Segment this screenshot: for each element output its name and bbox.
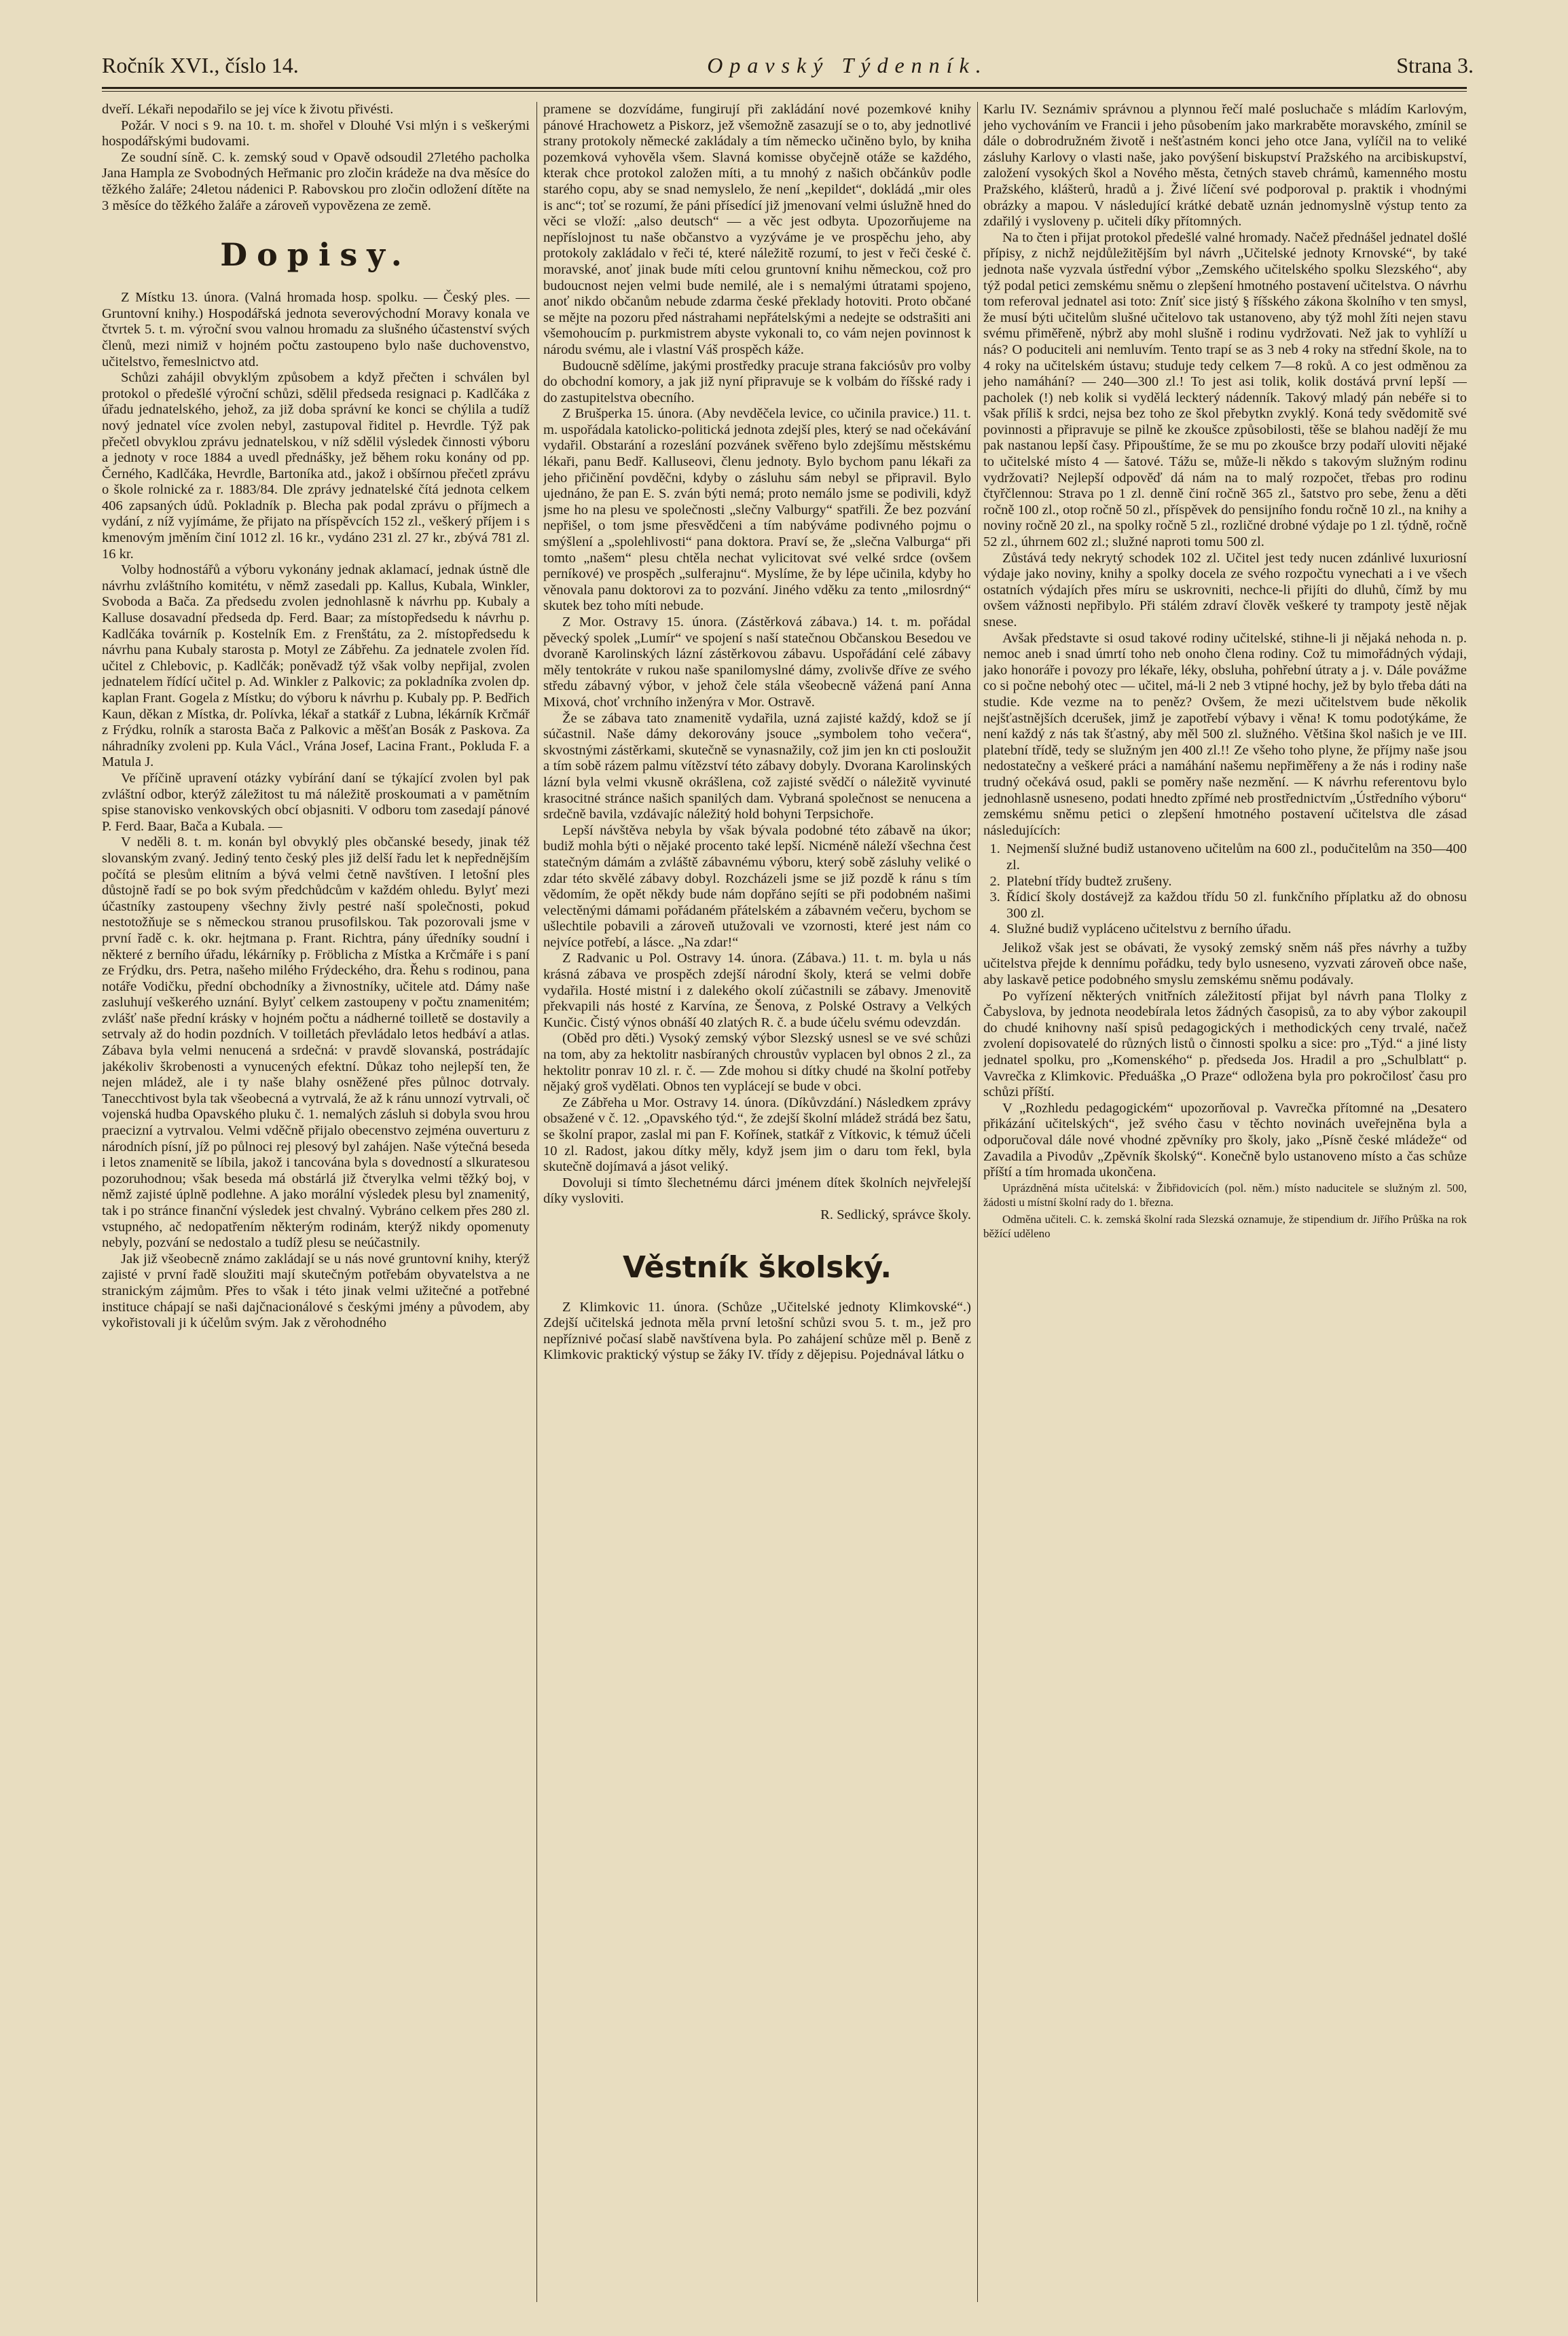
article-paragraph: Lepší návštěva nebyla by však bývala podobné této zábavě na úkor; budiž mohla býti o nějaké procento také lepší. Nicméně náleží všechna čest statečným dámám a zvláště zábavnému výboru, který sobě zásluhy veliké o zdar této skvělé zábavy dobyl. Rozcházeli jsme se již pozdě k ránu s tím vědomím, že opět někdy bude nám dopřáno sejíti se při podobném našimi velectěnými dámami pořádaném přátelském a zábavném večeru, bychom se ušlechtile pobavili a zároveň utužovali ve vzornosti, které jest nám co nejvíce potřebí, a lásce. „Na zdar!“ <box>543 822 971 950</box>
news-item-fire: Požár. V noci s 9. na 10. t. m. shořel v Dlouhé Vsi mlýn i s veškerými hospodářskými budovami. <box>102 117 530 149</box>
list-item: 3. Řídicí školy dostávejž za každou třídu 50 zl. funkčního příplatku až do obnosu 300 zl. <box>1004 890 1467 921</box>
section-heading-dopisy: Dopisy. <box>220 236 412 274</box>
page-header <box>102 53 1474 83</box>
notice-award: Odměna učiteli. C. k. zemská školní rada Slezská oznamuje, že stipendium dr. Jiřího Průška na rok běžící udělenо <box>983 1212 1467 1240</box>
letter-radvanice: Z Radvanic u Pol. Ostravy 14. února. (Zábava.) 11. t. m. byla u nás krásná zábava ve prospěch zdejší národní školy, která se velmi dobře vydařila. Hosté mistní i z dalekého okolí zúčastnili se zábavy. Jmenovitě překvapili nás hosté z Karvína, ze Šenova, z Polské Ostravy a Velkých Kunčic. Čistý výnos obnáší 40 zlatých R. č. a bude účelu svému odevzdán. <box>543 951 971 1030</box>
column-middle <box>543 102 971 2316</box>
article-paragraph: V neděli 8. t. m. konán byl obvyklý ples občanské besedy, jinak též slovanským zvaný. Jediný tento český ples již delší řadu let k nepřednějším počítá se plesům elitním a bývá velmi četně navštíven. I letošní ples důstojně řadí se po bok svým předchůdcům v každém ohledu. Bylyť mezi účastníky zastoupeny všechny živly pestré naší společnosti, pokud nestotožňuje se s německou stranou prusofilskou. Tak pozorovali jsme v první řadě c. k. okr. hejtmana p. Frant. Richtra, pány úředníky soudní i některé z berního úřadu, lékárníky p. Fröblicha z Místka a Krčmáře i s paní ze Frýdku, drs. Petra, našeho milého Frýdeckého, dra. Řehu s rodinou, pana notáře Vodičku, přední obchodníky a živnostníky, učitele atd. Dámy naše zasluhují veškerého uznání. Bylyť celkem zastoupeny v počtu znamenitém; zvlášť naše přední krásky v hojném počtu a nádherné toilletě se dostavily a setrvaly až do hodin pozdních. V toilletách převládalo letos hedbáví a atlas. Zábava byla velmi nenucená a srdečná: v pravdě slovanská, postrádajíc jakékoliv škrobenosti a vynucených efektní. Důkaz toho nejlepší ten, že nejen mládež, ale i ty naše blahy osněžené přes půlnoc dotrvaly. Tanecchtivost byla tak všeobecná a vytrvalá, že až k ránu unnozí vytrvali, oč vojenská hudba Opavského pluku č. 1. nemalých zásluh si dobyla svou hrou praecizní a vytrvalou. Velmi vděčně přijalo obecenstvo zejména ouverturu z národních písní, jíž po půlnoci rej plesový byl zahájen. Naše výtečná beseda i letos znamenitě se líbila, jakož i tancována byla s dovedností a slkuratesou pozoruhodnou; však beseda má obstárlá již čtverylka velmi těžký boj, v němž zajisté úplně podlehne. A jako morální výsledek plesu byl znamenitý, tak i po stránce finanční výsledek jest chvalný. Vybráno celkem přes 280 zl. vstupného, ač nedopatřením některým rodinám, kterýž nikdy opomenuty nebyly, pozvání se nedostalo a tudíž plesu se neúčastnily. <box>102 835 530 1251</box>
list-item: 1. Nejmenší služné budiž ustanoveno učitelům na 600 zl., podučitelům na 350—400 zl. <box>1004 841 1467 873</box>
article-paragraph: Že se zábava tato znamenitě vydařila, uzná zajisté každý, kdož se jí súčastnil. Naše dámy dekorovány jsouce „symbolem toho večera“, skvostnými zástěrkami, skutečně se vynasnažily, což jim jen kn cti posloužit a tím sobě rázem palmu vítězství této zábavy dobyly. Dvorana Karolinských lázní byla velmi vkusně okrášlena, což zajisté svědčí o náležitě vyvinuté krasocitné stránce našich spanilých dam. Vybraná společnost se nenucena a srdečně bavila, vzdávajíc náležitý hold bohyni Terpsichoře. <box>543 710 971 822</box>
article-paragraph: pramene se dozvídáme, fungirují při zakládání nové pozemkové knihy pánové Hrachowetz a Piskorz, jež všemožně zasazují se o to, aby jednotlivé strany protokoly německé zakládaly a tím německo učiněno bylo, by kniha pozemková vyhověla všem. Slavná komisse obyčejně otáže se každého, kterak chce protokol založen míti, a tu mnohý z našich občánkův podle starého copu, aby se snad nemyslelo, že není „kepildet“, dokládá „mir oles is anc“; toť se rozumí, že páni přísedící již jmenovaní velmi úslužně hned do věci se vloží: „also deutsch“ — a věc jest odbyta. Upozorňujeme na nepříslojnost tu naše občanstvo a vyzýváme je ve prospěchu jeho, aby protokoly zakládalo v řeči té, které náležitě rozumí, to jest v řeči české č. moravské, anoť jinak bude míti celou gruntovní knihu německou, což pro budoucnost nejen velmi bude nemilé, ale i s nemalými útratami spojeno, anoť nikdo občanům nebude zdarma české překlady hotoviti. Proto občané se mějte na pozoru před nástrahami nepřátelskými a nedejte se odstrašiti ani všemohoucím p. purkmistrem abyste vykonali to, co vám nejen povinnost k národu svému, ale i vlastní Váš prospěch káže. <box>543 102 971 357</box>
article-paragraph: Avšak představte si osud takové rodiny učitelské, stihne-li ji nějaká nehoda n. p. nemoc aneb i snad úmrtí toho neb onoho člena rodiny. Což tu mimořádných výdaji, jako honoráře i povozy pro lékaře, léky, obsluha, pohřební útraty a j. v. Dále povážme co si počne nebohý otec — učitel, má-li 2 neb 3 vtipné hochy, jež by bylo třeba dáti na studie. Kde vezme na to peněz? Ovšem, že mezi učitelstvem bude několik nejšťastnějších dcerušek, jimž je zapotřebí výbavy i věna! K tomu podotýkáme, že není každý z nás tak šťastný, aby měl 500 zl. služného. Většina škol našich je ve III. platební třídě, tedy se služným jen 400 zl.!! Ze všeho toho plyne, že příjmy naše jsou nedostatečny a veškeré práci a namáhání našemu nepřiměřeny a že nás i rodiny naše trudný očekává osud, pakli se poměry naše nezmění. — K návrhu referentovu bylo jednohlasně usneseno, podati hnedto zpřímé neb prostřednictvím „Ústředního výboru“ zemskému sněmu petici o zlepšení hmotného postavení učitelstva dle zásad následujících: <box>983 630 1467 838</box>
article-paragraph: dveří. Lékaři nepodařilo se jej více k životu přivésti. <box>102 102 394 117</box>
article-paragraph: Na to čten i přijat protokol předešlé valné hromady. Načež přednášel jednatel došlé přípisy, z nichž nejdůležitějším byl návrh „Učitelské jednoty Krnovské“, by také jednota naše vyzvala ústřední výbor „Zemského učitelského spolku Slezského“, aby týž podal petici zemskému sněmu o zlepšení hmotného postavení učitelstva. O návrhu tom referoval jednatel asi toto: Zníť sice jistý § říšského zákona školního v ten smysl, že musí býti učitelům slušné učitelovo tak ustanoveno, aby týž mohl žíti nejen stavu svému přiměřeně, nýbrž aby mohl slušně i rodinu vydržovati. Než jak to vyhlíží u nás? O poduciteli ani nemluvím. Tento trapí se as 3 neb 4 roky na střední škole, na to 4 roky na učitelském ústavu; studuje tedy celkem 7—8 roků. A co jest odměnou za jeho namáhání? — 240—300 zl.! To jest asi tolik, kolik dostává první lepší — pacholek (!) neb kolik si vydělá leckterý nádenník. Takový mladý pán nebéře si to však příliš k srdci, nejsa bez toho ze škol přebytkn zvyklý. Koná tedy svědomitě své povinnosti a připravuje se pilně ke zkoušce způsobilosti, těše se blahou nadějí že mu pak nastanou lepší časy. Připouštíme, že se mu po zkoušce brzy podaří uloviti nějaké to učitelské místo 4 — šatové. Tážu se, může-li někdo s takovým služným rodinu vydržovati? Nejlepší odpověď dá nám na to malý rozpočet, třebas pro rodinu čtyřčlennou: Strava po 1 zl. denně činí ročně 365 zl., šatstvo pro sebe, ženu a děti ročně 100 zl., otop ročně 50 zl., příspěvek do pensijního fondu ročně 10 zl., na knihy a noviny ročně 20 zl., na spolky ročně 5 zl., rozličné drobné výdaje po 1 zl. týdně, ročně 52 zl., úhrnem 602 zl.; služné naproti tomu 500 zl. <box>983 230 1467 550</box>
article-paragraph: Jelikož však jest se obávati, že vysoký zemský sněm náš přes návrhy a tužby učitelstva přejde k dennímu pořádku, tedy bylo usneseno, vyzvati zároveň obce naše, aby laskavě petice podobného smyslu zemskému sněmu podávaly. <box>983 940 1467 988</box>
list-item: 4. Služné budiž vypláceno učitelstvu z berního úřadu. <box>1004 921 1467 938</box>
masthead-title: Opavský Týdenník. <box>707 53 988 77</box>
letter-mistek: Z Místku 13. února. (Valná hromada hosp. spolku. — Český ples. — Gruntovní knihy.) Hospodářská jednota severovýchodní Moravy konala ve čtvrtek 5. t. m. výroční svou valnou hromadu za slušného účastenství svých členů, mezi nimiž v hojném počtu zastoupeno bylo naše duchovenstvo, učitelstvo, řemeslnictvo atd. <box>102 290 530 369</box>
article-paragraph: Dovoluji si tímto šlechetnému dárci jménem dítek školních nejvřelejší díky vysloviti. <box>543 1175 971 1207</box>
list-item: 2. Platební třídy budtež zrušeny. <box>1004 874 1467 890</box>
article-paragraph: Jak již všeobecně známo zakládají se u nás nové gruntovní knihy, kterýž zajisté v první řadě sloužiti mají skutečným potřebám obyvatelstva a ne stranickým zájmům. Přes to však i této jinak velmi užitečné a potřebné instituce chápají se naši dajčnacionálové s českými jmény a původem, aby vykořistovali ji k účelům svým. Jak z věrohodného <box>102 1251 530 1331</box>
header-rule-thin <box>102 91 1467 92</box>
letter-ostrava: Z Mor. Ostravy 15. února. (Zástěrková zábava.) 14. t. m. pořádal pěvecký spolek „Lumír“ ve spojení s naší statečnou Občanskou Besedou ve dvoraně Karolinských lázní zástěrkovou zábavu. Uspořádání celé zábavy měly tentokráte v rukou naše spanilomyslné dámy, zvolivše dříve ze svého středu zábavný výbor, v jehož čele stála všeobecně vážená paní Anna Mixová, choť vrchního inženýra v Mor. Ostravě. <box>543 615 971 710</box>
issue-number: Ročník XVI., číslo 14. <box>102 53 299 77</box>
column-divider <box>977 102 978 2302</box>
section-heading-vestnik: Věstník školský. <box>622 1249 892 1285</box>
column-divider <box>536 102 537 2302</box>
article-paragraph: Zůstává tedy nekrytý schodek 102 zl. Učitel jest tedy nucen zdánlivé luxuriosní výdaje jako noviny, knihy a spolky docela ze svého rozpočtu vynechati a i ve všech ostatních výdajích přes míru se uskrovniti, nechce-li přijíti do dluhů, čímž by mu ovšem vážnosti nepřibylo. Při stálém zdraví člověk veškeré ty trampoty jestě nějak snese. <box>983 550 1467 629</box>
article-paragraph: (Oběd pro děti.) Vysoký zemský výbor Slezský usnesl se ve své schůzi na tom, aby za hektolitr nasbíraných chroustův vyplacen byl obnos 2 zl., za hektolitr ponrav 10 zl. r. č. — Zde mohou si dítky chudé na školní potřeby nějaký groš vydělati. Obnos ten vyplácejí se bude v obci. <box>543 1031 971 1095</box>
article-paragraph: Po vyřízení některých vnitřních záležitostí přijat byl návrh pana Tlolky z Čabyslova, by jednota neodebírala letos žádných časopisů, za to aby výbor zakoupil do chudé knihovny naší spisů pedagogických i methodických ceny trvalé, načež zvolení dopisovatelé do různých listů o činnosti spolku a sice: pro „Týd.“ a jiné listy jednatel spolku, pro „Komenského“ p. předseda Jos. Hradil a pro „Schulblatt“ p. Vavrečka z Klimkovic. Předuáška „O Praze“ odložena byla pro pokročilosť času pro schůzi příští. <box>983 988 1467 1100</box>
page-number: Strana 3. <box>1396 53 1474 77</box>
column-left <box>102 102 530 2316</box>
signature-line: R. Sedlický, správce školy. <box>820 1207 971 1222</box>
article-paragraph: Budoucně sdělíme, jakými prostředky pracuje strana fakciósův pro volby do obchodní komory, a jak již nyní připravuje se k volbám do říšské rady i do zastupitelstva obecního. <box>543 358 971 405</box>
letter-zabreh: Ze Zábřeha u Mor. Ostravy 14. února. (Díkůvzdání.) Následkem zprávy obsažené v č. 12. „Opavského týd.“, že zdejší školní mládež strádá bez šatu, se školní prapor, zaslal mi pan F. Kořínek, statkář z Vítkovic, k témuž účeli 10 zl. Radost, jakou dítky měly, když jsem jim o daru tom řekl, byla skutečně dojímavá a jásot veliký. <box>543 1095 971 1175</box>
petition-list <box>1004 841 1467 938</box>
letter-klimkovice: Z Klimkovic 11. února. (Schůze „Učitelské jednoty Klimkovské“.) Zdejší učitelská jednota měla první letošní schůzi svou 5. t. m., jež pro nepříznivé počasí slabě navštívena byla. Po zahájení schůze měl p. Beně z Klimkovic praktický výstup se žáky IV. třídy z dějepisu. Pojednával látku o <box>543 1299 971 1363</box>
article-paragraph: Karlu IV. Seznámiv správnou a plynnou řečí malé posluchače s mládím Karlovým, jeho vychováním ve Francii i jeho působením jako markraběte moravského, zmínil se dále o dobrodružném životě i nešťastném konci jeho otce Jana, vylíčil na to veliké zásluhy Karlovy o vlasti naše, jako povýšení biskupství Pražského na arcibiskupství, založení vysokých škol a Nového města, četných staveb chrámů, kamenného mostu Pražského, klášterů, hradů a j. Živé líčení své podporoval p. praktik i vhodnými obrázky a mapou. V následující krátké debatě uznán jednomyslně výstup tento za zdařilý i vysloveny p. učiteli díky přítomných. <box>983 102 1467 230</box>
article-paragraph: Schůzi zahájil obvyklým způsobem a když přečten i schválen byl protokol o předešlé výroční schůzi, sdělil předseda resignaci p. Kadlčáka z úřadu jednatelského, jehož, za již doba správní ke konci se chýlila a tudíž nový jednatel více zvolen nebyl, zastupoval řiditel p. Hevrdle. Týž pak přečetl obvyklou zprávu jednatelskou, v níž sdělil výsledek činnosti výboru a jednoty v roce 1884 a uvedl přednášky, jež během roku konány od pp. Černého, Kadlčáka, Hevrdle, Bartoníka atd., jakož i obšírnou přečetl zprávu o škole rolnické za r. 1883/84. Dle zprávy jednatelské čítá jednota celkem 406 zapsaných údů. Pokladník p. Blecha pak podal zprávu o příjmech a vydání, z níž vyjímáme, že přijato na příspěvcích 152 zl., veškerý příjem i s kmenovým jměním činí 1012 zl. 16 kr., vydáno 231 zl. 27 kr., zbývá 781 zl. 16 kr. <box>102 370 530 562</box>
article-paragraph: Ve příčině upravení otázky vybírání daní se týkající zvolen byl pak zvláštní odbor, kterýž záležitost tu má náležitě proskoumati a v pamětním spise stanovisko venkovských obcí objasniti. V odboru tom zasedají pánové P. Ferd. Baar, Bača a Kubala. — <box>102 770 530 834</box>
letter-brusperk: Z Brušperka 15. února. (Aby nevděčela levice, co učinila pravice.) 11. t. m. uspořádala katolicko-politická jednota zdejší ples, který se nad očekávání vydařil. Obstarání a rozeslání pozvánek svěřeno bylo zdejšímu městskému lékaři, panu Bedř. Kalluseovi, členu jednoty. Bylo bychom panu lékaři za jeho přičinění povděčni, kdyby o zásluhu sám nebyl se připravil. Bylo ujednáno, že pan E. S. zván býti nemá; proto nemálo jsme se podivili, když jsme ho na plesu ve společnosti „slečny Valburgy“ spatřili. Že bez pozvání nepřišel, o tom jsme přesvědčeni a tím nabýváme podivného pojmu o smýšlení a „spolehlivosti“ pana doktora. Praví se, že „slečna Valburga“ při tomto „našem“ plesu chtěla nechat vylicitovat své velké srdce (ovšem perníkové) ve prospěch „sulferajnu“. Myslíme, že by lépe učinila, kdyby ho věnovala panu doktorovi za to pozvání. Jiného vděku za tento „milosrdný“ skutek bez toho míti nebude. <box>543 406 971 614</box>
article-paragraph: Volby hodnostářů a výboru vykonány jednak aklamací, jednak ústně dle návrhu zvláštního komitétu, v němž zasedali pp. Kallus, Kubala, Winkler, Svoboda a Bača. Za předsedu zvolen jednohlasně k návrhu pp. Kubaly a Kalluse dosavadní předseda dp. Ferd. Baar; za místopředsedu k návrhu p. Kadlčáka továrník p. Kostelník Em. z Frenštátu, za 2. místopředsedu k návrhu pana Kubaly starosta p. Motyl ze Zábřehu. Za jednatele zvolen říd. učitel z Chlebovic, p. Kadlčák; poněvadž týž však volby nepřijal, zvolen jednatelem řídící učitel p. Ad. Winkler z Palkovic; za pokladníka zvolen dp. kaplan Frant. Gogela z Místku; do výboru k návrhu p. Kubaly pp. P. Bedřich Kaun, děkan z Místka, dr. Polívka, lékař a statkář z Lubna, lékárník Krčmář z Frýdku, rolník a starosta Bača z Palkovic a měšťan Bosák z Paskova. Za náhradníky zvoleni pp. Kula Václ., Vrána Josef, Lacina Frant., Pokluda F. a Matula J. <box>102 562 530 770</box>
notice-vacancies: Uprázdněná místa učitelská: v Žibřidovicích (pol. něm.) místo naducitele se služným zl. 500, žádosti u místní školní rady do 1. března. <box>983 1181 1467 1209</box>
header-rule <box>102 87 1467 89</box>
article-paragraph: V „Rozhledu pedagogickém“ upozorňoval p. Vavrečka přítomné na „Desatero přikázání učitelských“, jež svého času v těchto novinách uveřejněna byla a odporučoval dále nové vhodné zpěvníky pro školy, jako „Písně české mládeže“ od Zavadila a Pivodův „Zpěvník školský“. Konečně bylo ustanoveno místo a čas schůze příští a tím hromada ukončena. <box>983 1100 1467 1180</box>
column-right <box>983 102 1467 2316</box>
news-item-court: Ze soudní síně. C. k. zemský soud v Opavě odsoudil 27letého pacholka Jana Hampla ze Svobodných Heřmanic pro zločin krádeže na dva měsíce do těžkého žaláře; 24letou nádenici P. Rabovskou pro zločin odložení dítěte na 3 měsíce do těžkého žaláře a zároveň vypovězena ze země. <box>102 149 530 213</box>
